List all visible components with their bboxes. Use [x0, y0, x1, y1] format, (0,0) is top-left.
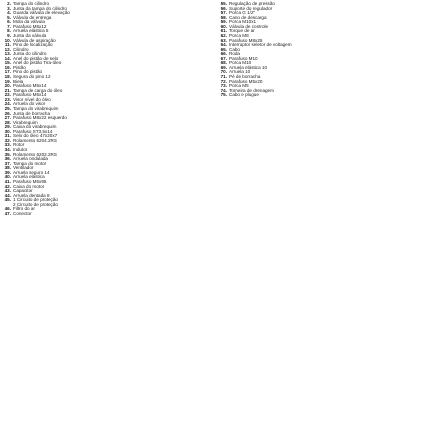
part-description-line: Parafuso M5x95 [13, 178, 47, 184]
part-number: 23. [4, 96, 11, 102]
part-description-line: Rotor [13, 142, 25, 148]
part-number: 63. [220, 37, 227, 43]
part-description-line: Mola da válvula [13, 19, 45, 25]
part-number: 28. [4, 119, 11, 125]
part-number: 12. [4, 46, 11, 52]
part-number: 38. [4, 165, 11, 171]
part-description-line: Tampa do motor [13, 160, 47, 166]
part-description-line: Parafuso M5x14 [13, 83, 47, 89]
part-description [229, 93, 259, 98]
part-number: 43. [4, 188, 11, 194]
part-number: 60. [220, 23, 227, 29]
part-description-line: Conector [13, 210, 32, 216]
parts-legend-left-column [2, 2, 214, 216]
part-description-line: Parafuso M5x12 [13, 23, 47, 29]
part-number: 15. [4, 60, 11, 66]
part-description-line: Tampa do cilindro [13, 1, 50, 6]
part-number: 17. [4, 69, 11, 75]
part-number: 27. [4, 115, 11, 121]
part-description-line: Torque de ar [229, 28, 255, 34]
part-number: 57. [220, 10, 227, 16]
part-description-line: Junta do cilindro [13, 51, 47, 57]
part-number: 58. [220, 14, 227, 20]
part-number: 25. [4, 105, 11, 111]
part-description-line: Rolamento 6204.2RS [13, 137, 57, 143]
part-number: 47. [4, 210, 11, 216]
part-number: 9. [7, 32, 11, 38]
part-number: 5. [7, 14, 11, 20]
part-number: 46. [4, 206, 11, 212]
part-description-line: Arruela 10 [229, 69, 251, 75]
part-number: 67. [220, 55, 227, 61]
part-item [2, 212, 214, 217]
part-description-line: Válvula de entrega [13, 14, 52, 20]
part-description-line: Anel do pistão de selo [13, 55, 59, 61]
part-description-line: Anel do pistão Tira-óleo [13, 60, 62, 66]
part-description-line: Arruela ondulada [13, 156, 48, 162]
part-item [218, 93, 428, 98]
part-number: 55. [220, 1, 227, 6]
part-description-line: Rolamento 6202.2RS [13, 151, 57, 157]
part-number: 75. [220, 92, 227, 98]
part-number: 31. [4, 133, 11, 139]
part-description-line: Porca M10 [229, 60, 252, 66]
part-description-line: Porca G 1/2" [229, 10, 256, 16]
part-number: 29. [4, 124, 11, 130]
part-number: 16. [4, 64, 11, 70]
part-description-line: Arruela elástica [13, 174, 45, 180]
part-description-line: Tampa do virabrequim [13, 105, 59, 111]
part-description-line: 2 Circuito de proteção [13, 201, 58, 207]
part-description-line: Porca M8 [229, 32, 249, 38]
part-number: 59. [220, 19, 227, 25]
part-description-line: Parafuso ST3,5x14 [13, 128, 53, 134]
part-number: 4. [7, 10, 11, 16]
part-description-line: Selo do óleo 47x20x7 [13, 133, 58, 139]
part-number: 39. [4, 169, 11, 175]
part-number: 45. [4, 197, 11, 203]
part-number: 8. [7, 28, 11, 34]
part-description-line: Parafuso M8x22 esquerdo [13, 115, 67, 121]
part-description-line: Caixa do virabrequim [13, 124, 57, 130]
part-number: 20. [4, 83, 11, 89]
part-number: 68. [220, 60, 227, 66]
part-description-line: Arruela seguro 14 [13, 169, 50, 175]
part-description-line: Pino do pistão [13, 69, 43, 75]
part-description-line: Regulação de pressão [229, 1, 275, 6]
part-description-line: Cilindro [13, 46, 29, 52]
part-number: 6. [7, 19, 11, 25]
part-description-line: Válvula de aspiração [13, 37, 56, 43]
part-number: 62. [220, 32, 227, 38]
part-number: 56. [220, 5, 227, 11]
part-description-line: Arruela do visor [13, 101, 46, 107]
part-description-line: Ventilador [13, 165, 34, 171]
part-number: 34. [4, 147, 11, 152]
part-description-line: Parafuso M8x25 [229, 37, 263, 43]
part-description-line: Junta de borracha [13, 110, 51, 116]
part-number: 2. [7, 1, 11, 6]
part-number: 13. [4, 51, 11, 57]
part-description-line: 1 Circuito de proteção [13, 197, 58, 203]
part-number: 35. [4, 151, 11, 157]
part-description-line: Suporte do regulador [229, 5, 273, 11]
part-description-line: Junta da válvula [13, 32, 47, 38]
part-description-line: Cano de descarga [229, 14, 267, 20]
part-description-line: Pé de borracha [229, 74, 261, 79]
part-number: 44. [4, 192, 11, 198]
part-number: 70. [220, 69, 227, 75]
part-number: 66. [220, 51, 227, 57]
part-description-line: Arruela elástica 10 [229, 64, 268, 70]
part-number: 61. [220, 28, 227, 34]
part-number: 42. [4, 183, 11, 189]
part-description-line: Caixa do motor [13, 183, 45, 189]
part-number: 73. [220, 83, 227, 89]
part-description [13, 212, 32, 217]
part-description-line: Torneira de drenagem [229, 87, 274, 93]
part-description-line: Biela [13, 78, 24, 84]
part-description-line: Capacitor [13, 188, 33, 194]
part-description-line: Parafuso M10 [229, 55, 258, 61]
part-number: 26. [4, 110, 11, 116]
part-description-line: Parafuso M5x20 [229, 78, 263, 84]
part-description-line: Cabo e plugue [229, 92, 259, 98]
part-number: 32. [4, 137, 11, 143]
part-number: 14. [4, 55, 11, 61]
part-description-line: Roda [229, 51, 240, 57]
parts-legend-right-column [218, 2, 428, 98]
part-description-line: Visor nível do óleo [13, 96, 51, 102]
part-number: 3. [7, 5, 11, 11]
part-description-line: Interruptor seletor de voltagem [229, 42, 292, 48]
part-number: 11. [4, 42, 11, 48]
part-description-line: Porca M5 [229, 83, 249, 89]
part-description-line: Arruela dentada 8 [13, 192, 50, 198]
part-description-line: Válvula de controle [229, 23, 269, 29]
part-number: 37. [4, 160, 11, 166]
part-description-line: Arruela elástica 5 [13, 28, 49, 34]
part-description-line: Cabo [229, 46, 240, 52]
part-description-line: Pistão [13, 64, 26, 70]
part-number: 36. [4, 156, 11, 162]
part-number: 69. [220, 64, 227, 70]
part-number: 74. [220, 87, 227, 93]
part-description-line: Guarda válvula de elevação [13, 10, 70, 16]
part-number: 64. [220, 42, 227, 48]
part-description-line: Indutor [13, 147, 28, 152]
part-number: 18. [4, 74, 11, 79]
part-number: 10. [4, 37, 11, 43]
part-number: 19. [4, 78, 11, 84]
part-description-line: Junta da tampa do cilindro [13, 5, 67, 11]
part-description-line: Filtro do ar [13, 206, 35, 212]
part-description-line: Virabrequim [13, 119, 38, 125]
part-number: 22. [4, 92, 11, 98]
part-description-line: Parafuso M5x14 [13, 92, 47, 98]
part-number: 33. [4, 142, 11, 148]
part-number: 21. [4, 87, 11, 93]
part-description-line: Tampa de carga do óleo [13, 87, 63, 93]
part-number: 24. [4, 101, 11, 107]
part-description-line: Porca M10x1 [229, 19, 257, 25]
part-number: 40. [4, 174, 11, 180]
part-number: 30. [4, 128, 11, 134]
part-number: 41. [4, 178, 11, 184]
part-number: 65. [220, 46, 227, 52]
part-description-line: Segura do pino 12 [13, 74, 51, 79]
part-number: 72. [220, 78, 227, 84]
part-number: 7. [7, 23, 11, 29]
part-description-line: Pino de localização [13, 42, 53, 48]
part-number: 71. [220, 74, 227, 79]
